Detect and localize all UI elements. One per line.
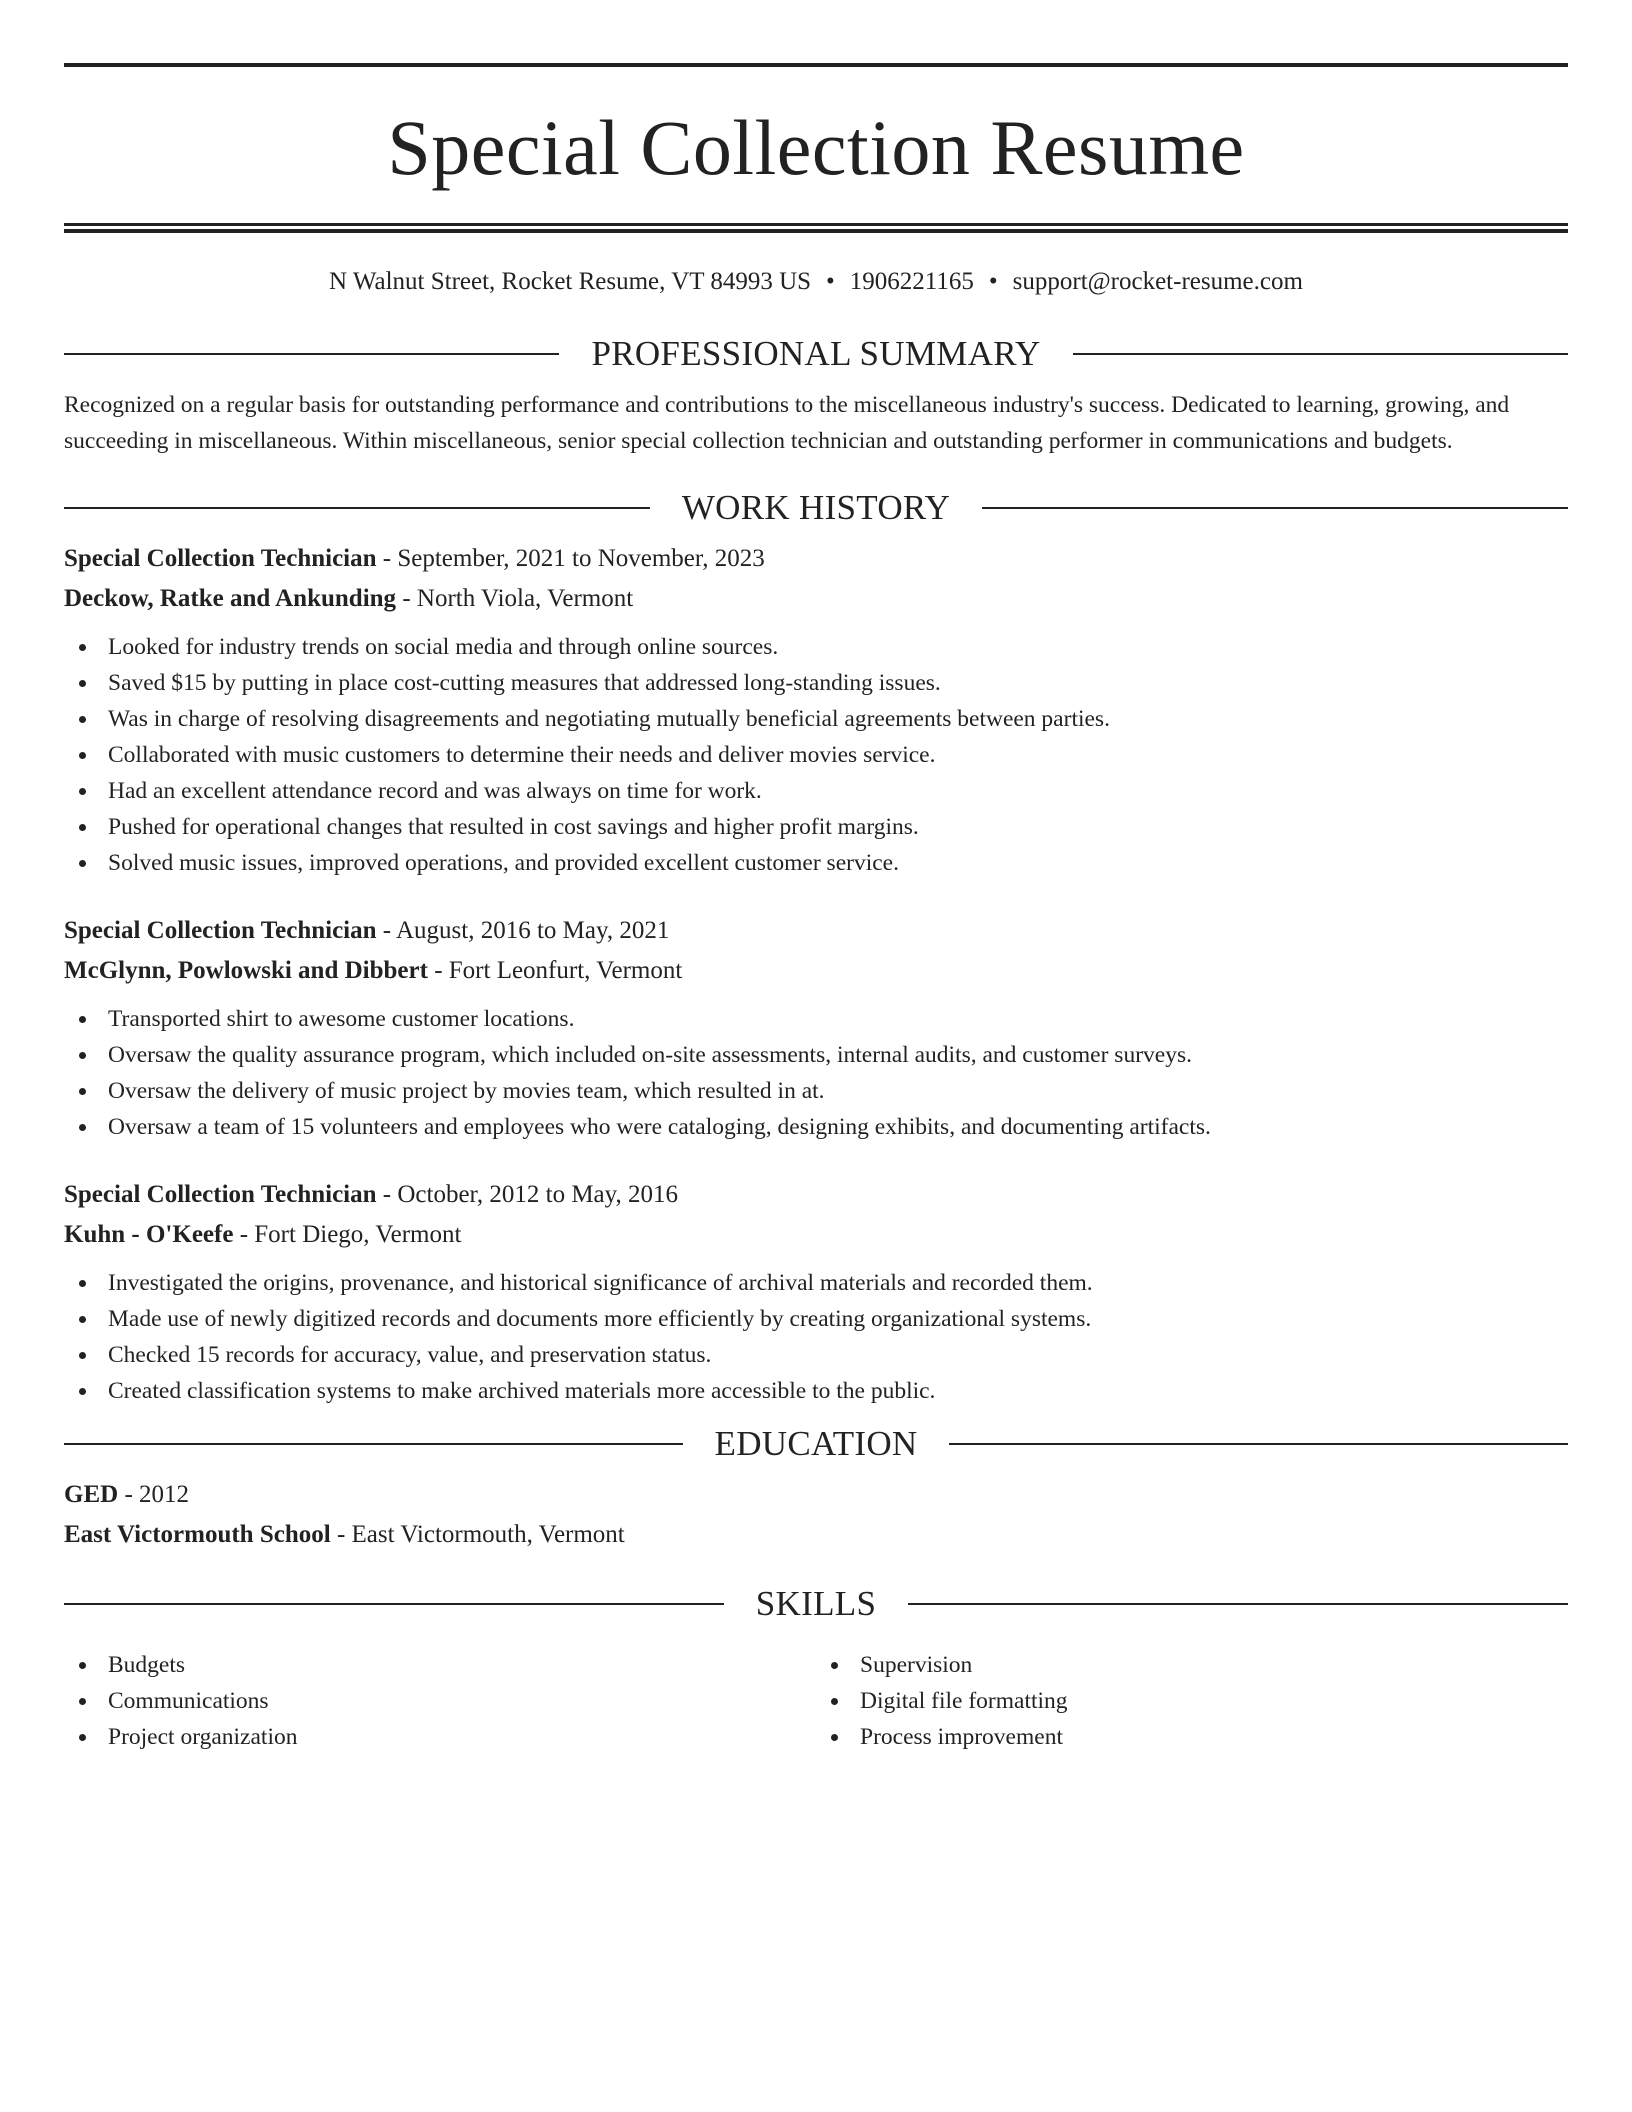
job-location: - Fort Leonfurt, Vermont [427,957,683,984]
list-item: Pushed for operational changes that resulted in cost savings and higher profit margins. [64,809,1568,845]
skill-item: Communications [64,1683,816,1719]
section-heading-skills [64,1581,1568,1627]
job-title: Special Collection Technician [64,1181,377,1208]
list-item: Oversaw a team of 15 volunteers and employees who were cataloging, designing exhibits, and documenting artifacts. [64,1109,1568,1145]
list-item: Solved music issues, improved operations, and provided excellent customer service. [64,845,1568,881]
list-item: Saved $15 by putting in place cost-cutting measures that addressed long-standing issues. [64,665,1568,701]
job-company-line [64,951,1568,991]
heading-rule [64,1443,683,1445]
section-title: SKILLS [755,1584,877,1623]
section-title: WORK HISTORY [681,488,951,527]
heading-rule [908,1603,1568,1605]
list-item: Created classification systems to make archived materials more accessible to the public. [64,1373,1568,1409]
skills-list [64,1637,1568,1755]
section-heading-education [64,1421,1568,1467]
contact-line [64,265,1568,299]
heading-rule [64,1603,724,1605]
skills-column-right [816,1647,1568,1755]
heading-rule [64,507,650,509]
section-title: PROFESSIONAL SUMMARY [591,334,1041,373]
job-bullet-list [64,1265,1568,1409]
job-company-line [64,1215,1568,1255]
list-item: Checked 15 records for accuracy, value, and preservation status. [64,1337,1568,1373]
heading-rule [1073,353,1568,355]
job-entry [64,911,1568,1145]
resume-title: Special Collection Resume [387,104,1245,191]
job-location: - Fort Diego, Vermont [233,1221,462,1248]
skill-item: Supervision [816,1647,1568,1683]
section-title: EDUCATION [714,1424,918,1463]
job-company: McGlynn, Powlowski and Dibbert [64,957,428,984]
education-degree-line [64,1475,1568,1515]
contact-phone: 1906221165 [849,268,974,295]
section-heading-work [64,485,1568,531]
job-bullet-list [64,629,1568,881]
list-item: Collaborated with music customers to determine their needs and deliver movies service. [64,737,1568,773]
job-title: Special Collection Technician [64,917,377,944]
section-heading-summary [64,331,1568,377]
summary-text: Recognized on a regular basis for outstanding performance and contributions to the miscellaneous industry's success. Dedicated to learning, growing, and succeeding in miscellaneous. Within miscellaneous, senior special collection technician and outstanding performer in communications and budgets. [64,392,1510,454]
title-double-rule [64,223,1568,233]
list-item: Had an excellent attendance record and was always on time for work. [64,773,1568,809]
job-title-line [64,911,1568,951]
job-location: - North Viola, Vermont [396,585,634,612]
job-company: Deckow, Ratke and Ankunding [64,585,397,612]
resume-page [64,63,1568,1755]
education-location: - East Victormouth, Vermont [330,1521,625,1548]
education-entry [64,1475,1568,1555]
heading-rule [64,353,559,355]
list-item: Was in charge of resolving disagreements and negotiating mutually beneficial agreements between parties. [64,701,1568,737]
job-title-line [64,539,1568,579]
job-entry [64,539,1568,881]
skill-item: Budgets [64,1647,816,1683]
contact-separator: • [826,268,835,295]
list-item: Made use of newly digitized records and documents more efficiently by creating organizational systems. [64,1301,1568,1337]
heading-rule [949,1443,1568,1445]
job-dates: - August, 2016 to May, 2021 [376,917,670,944]
work-history-list [64,539,1568,1409]
list-item: Transported shirt to awesome customer locations. [64,1001,1568,1037]
job-entry [64,1175,1568,1409]
job-dates: - September, 2021 to November, 2023 [376,545,765,572]
list-item: Oversaw the quality assurance program, which included on-site assessments, internal audits, and customer surveys. [64,1037,1568,1073]
heading-rule [982,507,1568,509]
skill-item: Process improvement [816,1719,1568,1755]
skills-column-left [64,1647,816,1755]
skill-item: Digital file formatting [816,1683,1568,1719]
job-title-line [64,1175,1568,1215]
job-company-line [64,579,1568,619]
education-degree: GED [64,1481,119,1508]
job-dates: - October, 2012 to May, 2016 [376,1181,679,1208]
contact-separator: • [988,268,998,295]
education-school-line [64,1515,1568,1555]
job-company: Kuhn - O'Keefe [64,1221,234,1248]
list-item: Oversaw the delivery of music project by movies team, which resulted in at. [64,1073,1568,1109]
list-item: Looked for industry trends on social media and through online sources. [64,629,1568,665]
education-year: - 2012 [118,1481,190,1508]
job-bullet-list [64,1001,1568,1145]
skill-item: Project organization [64,1719,816,1755]
education-school: East Victormouth School [64,1521,331,1548]
job-title: Special Collection Technician [64,545,377,572]
contact-address: N Walnut Street, Rocket Resume, VT 84993 US [329,268,812,295]
top-rule [64,63,1568,67]
contact-email: support@rocket-resume.com [1012,268,1303,295]
list-item: Investigated the origins, provenance, and historical significance of archival materials and recorded them. [64,1265,1568,1301]
